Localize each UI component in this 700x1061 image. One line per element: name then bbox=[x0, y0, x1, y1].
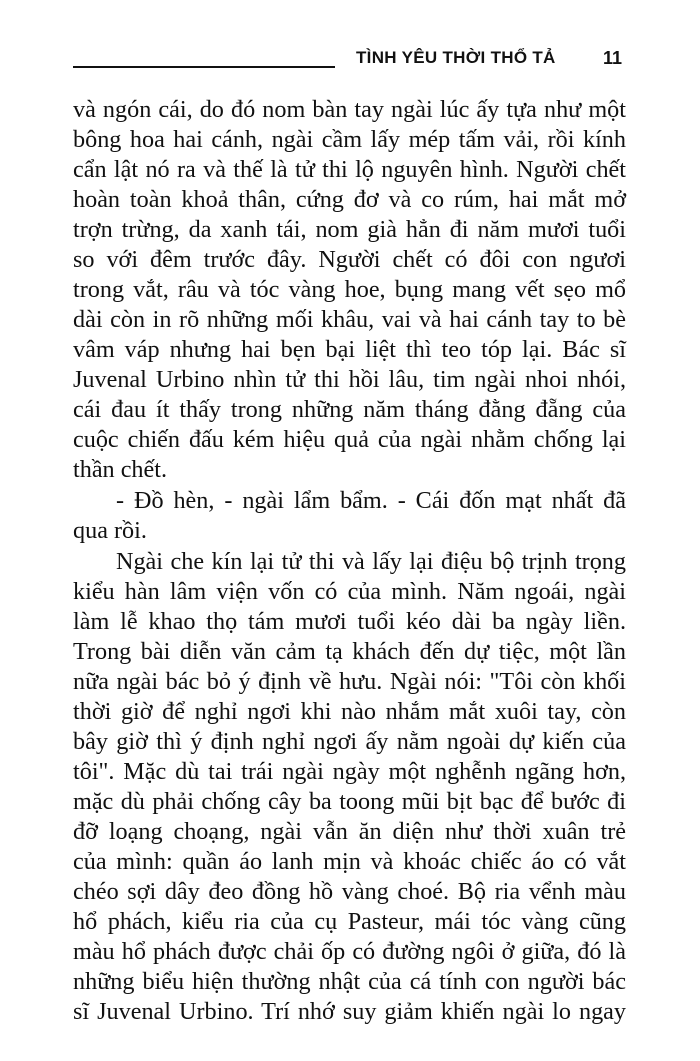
text-line: cái đau ít thấy trong những năm tháng đằng đẵng của bbox=[73, 396, 626, 423]
text-line: dài còn in rõ những mối khâu, vai và hai cánh tay to bè bbox=[73, 306, 626, 333]
text-line: hoàn toàn khoả thân, cứng đơ và co rúm, hai mắt mở bbox=[73, 186, 626, 213]
text-line: đỡ loạng choạng, ngài vẫn ăn diện như thời xuân trẻ bbox=[73, 818, 626, 845]
running-title: TÌNH YÊU THỜI THỔ TẢ bbox=[356, 48, 556, 67]
text-line: Trong bài diễn văn cảm tạ khách đến dự tiệc, một lần bbox=[73, 638, 626, 665]
text-line: mặc dù phải chống cây ba toong mũi bịt bạc để bước đi bbox=[73, 788, 626, 815]
text-line: qua rồi. bbox=[73, 517, 147, 544]
text-line: của mình: quần áo lanh mịn và khoác chiếc áo có vắt bbox=[73, 848, 626, 875]
text-line: sĩ Juvenal Urbino. Trí nhớ suy giảm khiến ngài lo ngay bbox=[73, 998, 626, 1025]
text-line: những biểu hiện thường nhật của cá tính con người bác bbox=[73, 968, 626, 995]
text-line: - Đồ hèn, - ngài lẩm bẩm. - Cái đốn mạt nhất đã bbox=[116, 487, 626, 514]
text-line: Ngài che kín lại tử thi và lấy lại điệu bộ trịnh trọng bbox=[116, 548, 626, 575]
header-rule bbox=[73, 66, 335, 68]
text-line: thần chết. bbox=[73, 456, 168, 483]
text-line: màu hổ phách được chải ốp có đường ngôi ở giữa, đó là bbox=[73, 938, 626, 965]
text-line: so với đêm trước đây. Người chết có đôi con ngươi bbox=[73, 246, 626, 273]
text-line: kiểu hàn lâm viện vốn có của mình. Năm ngoái, ngài bbox=[73, 578, 626, 605]
text-line: hổ phách, kiểu ria của cụ Pasteur, mái tóc vàng cũng bbox=[73, 908, 626, 935]
page-number: 11 bbox=[603, 48, 623, 68]
text-line: chéo sợi dây đeo đồng hồ vàng choé. Bộ ria vểnh màu bbox=[73, 878, 626, 905]
page-header bbox=[73, 44, 633, 72]
text-line: Juvenal Urbino nhìn tử thi hồi lâu, tim ngài nhoi nhói, bbox=[73, 366, 626, 393]
text-line: và ngón cái, do đó nom bàn tay ngài lúc ấy tựa như một bbox=[73, 96, 626, 123]
text-line: trợn trừng, da xanh tái, nom già hẳn đi năm mươi tuổi bbox=[73, 216, 626, 243]
text-line: nữa ngài bác bỏ ý định về hưu. Ngài nói: "Tôi còn khối bbox=[73, 668, 626, 695]
text-line: thời giờ để nghỉ ngơi khi nào nhắm mắt xuôi tay, còn bbox=[73, 698, 626, 725]
text-line: cuộc chiến đấu kém hiệu quả của ngài nhằm chống lại bbox=[73, 426, 626, 453]
text-line: trong vắt, râu và tóc vàng hoe, bụng mang vết sẹo mổ bbox=[73, 276, 626, 303]
text-line: bông hoa hai cánh, ngài cầm lấy mép tấm vải, rồi kính bbox=[73, 126, 626, 153]
text-line: bây giờ thì ý định nghỉ ngơi ấy nằm ngoài dự kiến của bbox=[73, 728, 626, 755]
text-line: cẩn lật nó ra và thế là tử thi lộ nguyên hình. Người chết bbox=[73, 156, 626, 183]
text-line: vâm váp nhưng hai bẹn bại liệt thì teo tóp lại. Bác sĩ bbox=[73, 336, 626, 363]
text-line: tôi". Mặc dù tai trái ngài ngày một nghễnh ngãng hơn, bbox=[73, 758, 626, 785]
text-line: làm lễ khao thọ tám mươi tuổi kéo dài ba ngày liền. bbox=[73, 608, 626, 635]
